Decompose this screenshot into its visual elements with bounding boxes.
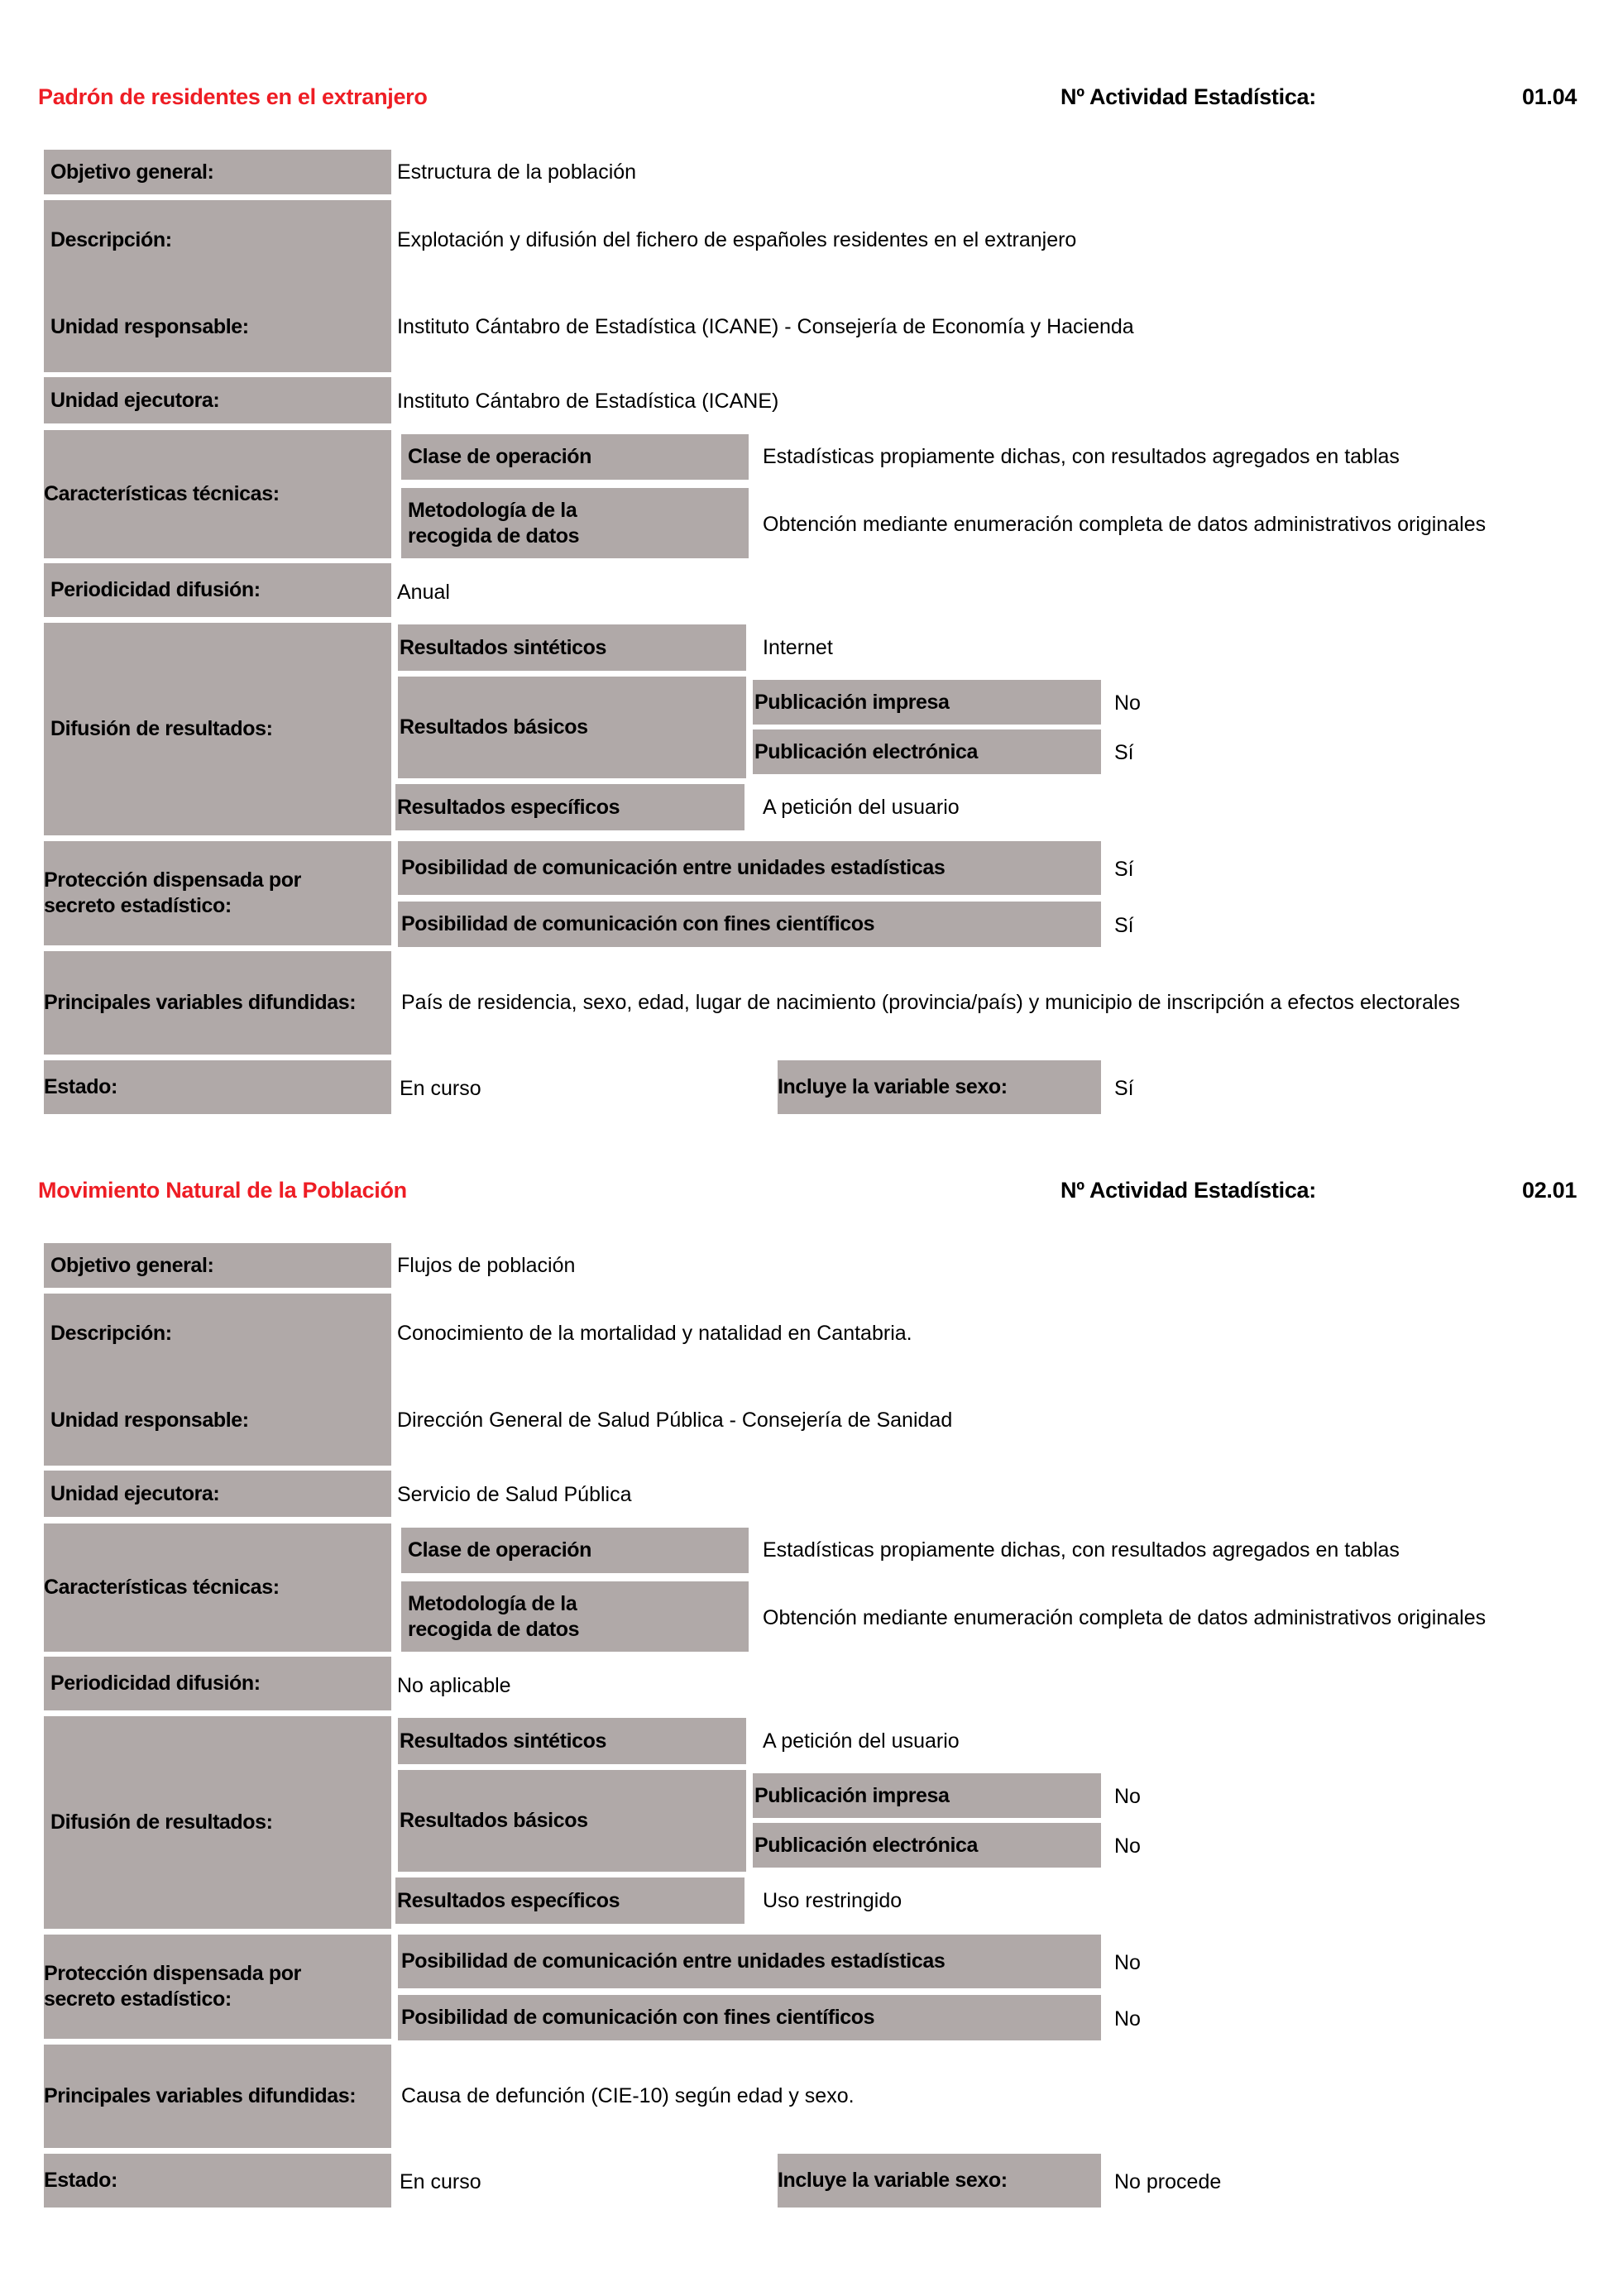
- activity-section: [0, 1093, 1623, 2202]
- description-block: [44, 200, 391, 372]
- print-pub-value: No: [1114, 691, 1141, 715]
- description-value: Explotación y difusión del fichero de españoles residentes en el extranjero: [397, 228, 1077, 251]
- activity-number: 01.04: [1522, 84, 1578, 109]
- executing-unit-value: Instituto Cántabro de Estadística (ICANE): [397, 390, 779, 413]
- periodicity-value: Anual: [397, 581, 450, 604]
- comm-units-value: Sí: [1114, 858, 1134, 881]
- operation-class-label: Clase de operación: [401, 434, 749, 480]
- activity-number-label: Nº Actividad Estadística:: [1060, 84, 1316, 109]
- description-value: Conocimiento de la mortalidad y natalidad en Cantabria.: [397, 1322, 912, 1345]
- electronic-pub-label: Publicación electrónica: [753, 729, 1101, 774]
- technical-label: Características técnicas:: [44, 1523, 391, 1652]
- protection-label: Protección dispensada por secreto estadístico:: [44, 841, 391, 945]
- synthetic-value: A petición del usuario: [763, 1729, 960, 1753]
- sex-variable-value: Sí: [1114, 1077, 1134, 1100]
- electronic-pub-value: Sí: [1114, 741, 1134, 764]
- status-label: Estado:: [44, 1060, 391, 1114]
- description-label: Descripción:: [50, 228, 172, 251]
- comm-units-label: Posibilidad de comunicación entre unidades estadísticas: [398, 1935, 1101, 1988]
- activity-title: Padrón de residentes en el extranjero: [38, 84, 428, 109]
- main-variables-value: Causa de defunción (CIE-10) según edad y sexo.: [401, 2084, 855, 2107]
- comm-scientific-label: Posibilidad de comunicación con fines científicos: [398, 1995, 1101, 2040]
- comm-scientific-value: Sí: [1114, 914, 1134, 937]
- main-variables-value: País de residencia, sexo, edad, lugar de nacimiento (provincia/país) y municipio de inscripción a efectos electorales: [401, 991, 1460, 1014]
- executing-unit-value: Servicio de Salud Pública: [397, 1483, 632, 1506]
- objective-value: Flujos de población: [397, 1254, 576, 1277]
- electronic-pub-value: No: [1114, 1834, 1141, 1858]
- comm-scientific-value: No: [1114, 2007, 1141, 2031]
- collection-method-label: Metodología de la recogida de datos: [401, 488, 749, 558]
- collection-method-label: Metodología de la recogida de datos: [401, 1581, 749, 1652]
- print-pub-label: Publicación impresa: [753, 1773, 1101, 1818]
- description-label: Descripción:: [50, 1322, 172, 1345]
- dissemination-label: Difusión de resultados:: [44, 1716, 391, 1929]
- executing-unit-label: Unidad ejecutora:: [44, 377, 391, 423]
- activity-section: [0, 0, 1623, 1108]
- comm-units-label: Posibilidad de comunicación entre unidades estadísticas: [398, 841, 1101, 895]
- protection-label: Protección dispensada por secreto estadístico:: [44, 1935, 391, 2039]
- synthetic-label: Resultados sintéticos: [398, 1718, 746, 1764]
- specific-value: A petición del usuario: [763, 796, 960, 819]
- sex-variable-label: Incluye la variable sexo:: [778, 2154, 1101, 2208]
- activity-number-label: Nº Actividad Estadística:: [1060, 1178, 1316, 1203]
- comm-scientific-label: Posibilidad de comunicación con fines científicos: [398, 902, 1101, 947]
- executing-unit-label: Unidad ejecutora:: [44, 1471, 391, 1517]
- periodicity-label: Periodicidad difusión:: [44, 1657, 391, 1710]
- main-variables-label: Principales variables difundidas:: [44, 951, 391, 1055]
- status-value: En curso: [400, 2170, 481, 2193]
- activity-title: Movimiento Natural de la Población: [38, 1178, 407, 1203]
- dissemination-label: Difusión de resultados:: [44, 623, 391, 835]
- specific-label: Resultados específicos: [395, 784, 744, 830]
- electronic-pub-label: Publicación electrónica: [753, 1823, 1101, 1868]
- objective-value: Estructura de la población: [397, 160, 637, 184]
- status-value: En curso: [400, 1077, 481, 1100]
- comm-units-value: No: [1114, 1951, 1141, 1974]
- collection-method-value: Obtención mediante enumeración completa de datos administrativos originales: [763, 513, 1487, 536]
- sex-variable-value: No procede: [1114, 2170, 1222, 2193]
- objective-label: Objetivo general:: [44, 1243, 391, 1288]
- synthetic-value: Internet: [763, 636, 833, 659]
- status-label: Estado:: [44, 2154, 391, 2208]
- responsible-unit-label: Unidad responsable:: [50, 315, 249, 338]
- basic-label: Resultados básicos: [398, 677, 746, 778]
- specific-label: Resultados específicos: [395, 1877, 744, 1924]
- specific-value: Uso restringido: [763, 1889, 902, 1912]
- activity-number: 02.01: [1522, 1178, 1578, 1203]
- sex-variable-label: Incluye la variable sexo:: [778, 1060, 1101, 1114]
- collection-method-value: Obtención mediante enumeración completa de datos administrativos originales: [763, 1606, 1487, 1629]
- periodicity-label: Periodicidad difusión:: [44, 563, 391, 617]
- responsible-unit-label: Unidad responsable:: [50, 1409, 249, 1432]
- responsible-unit-value: Instituto Cántabro de Estadística (ICANE) - Consejería de Economía y Hacienda: [397, 315, 1134, 338]
- technical-label: Características técnicas:: [44, 430, 391, 558]
- operation-class-value: Estadísticas propiamente dichas, con resultados agregados en tablas: [763, 1538, 1400, 1562]
- synthetic-label: Resultados sintéticos: [398, 624, 746, 671]
- objective-label: Objetivo general:: [44, 150, 391, 194]
- description-block: [44, 1294, 391, 1466]
- operation-class-value: Estadísticas propiamente dichas, con resultados agregados en tablas: [763, 445, 1400, 468]
- print-pub-value: No: [1114, 1785, 1141, 1808]
- basic-label: Resultados básicos: [398, 1770, 746, 1872]
- main-variables-label: Principales variables difundidas:: [44, 2045, 391, 2148]
- print-pub-label: Publicación impresa: [753, 680, 1101, 725]
- responsible-unit-value: Dirección General de Salud Pública - Consejería de Sanidad: [397, 1409, 953, 1432]
- operation-class-label: Clase de operación: [401, 1528, 749, 1573]
- periodicity-value: No aplicable: [397, 1674, 511, 1697]
